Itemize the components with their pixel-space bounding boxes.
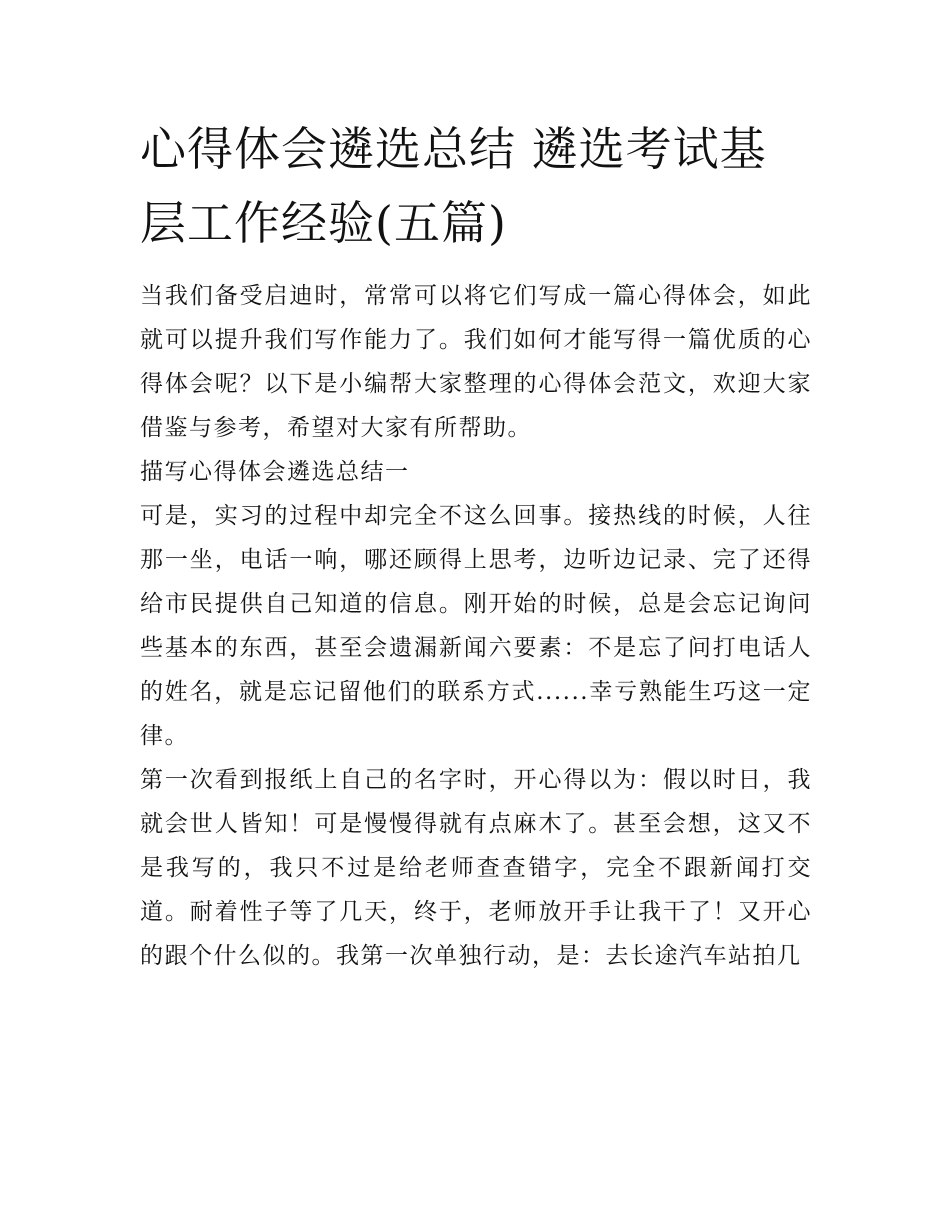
intro-paragraph: 当我们备受启迪时，常常可以将它们写成一篇心得体会，如此就可以提升我们写作能力了。我们如何才能写得一篇优质的心得体会呢？以下是小编帮大家整理的心得体会范文，欢迎大家借鉴与参考，希望对大家有所帮助。	[140, 283, 812, 441]
document-page	[140, 112, 812, 978]
document-title: 心得体会遴选总结 遴选考试基层工作经验(五篇)	[140, 122, 767, 250]
body-paragraph: 第一次看到报纸上自己的名字时，开心得以为：假以时日，我就会世人皆知！可是慢慢得就有点麻木了。甚至会想，这又不是我写的，我只不过是给老师查查错字，完全不跟新闻打交道。耐着性子等了几天，终于，老师放开手让我干了！又开心的跟个什么似的。我第一次单独行动，是：去长途汽车站拍几	[140, 767, 812, 969]
body-paragraph: 可是，实习的过程中却完全不这么回事。接热线的时候，人往那一坐，电话一响，哪还顾得上思考，边听边记录、完了还得给市民提供自己知道的信息。刚开始的时候，总是会忘记询问些基本的东西，甚至会遗漏新闻六要素：不是忘了问打电话人的姓名，就是忘记留他们的联系方式......幸亏熟能生巧这一定律。	[140, 503, 812, 749]
section-heading: 描写心得体会遴选总结一	[140, 459, 410, 485]
